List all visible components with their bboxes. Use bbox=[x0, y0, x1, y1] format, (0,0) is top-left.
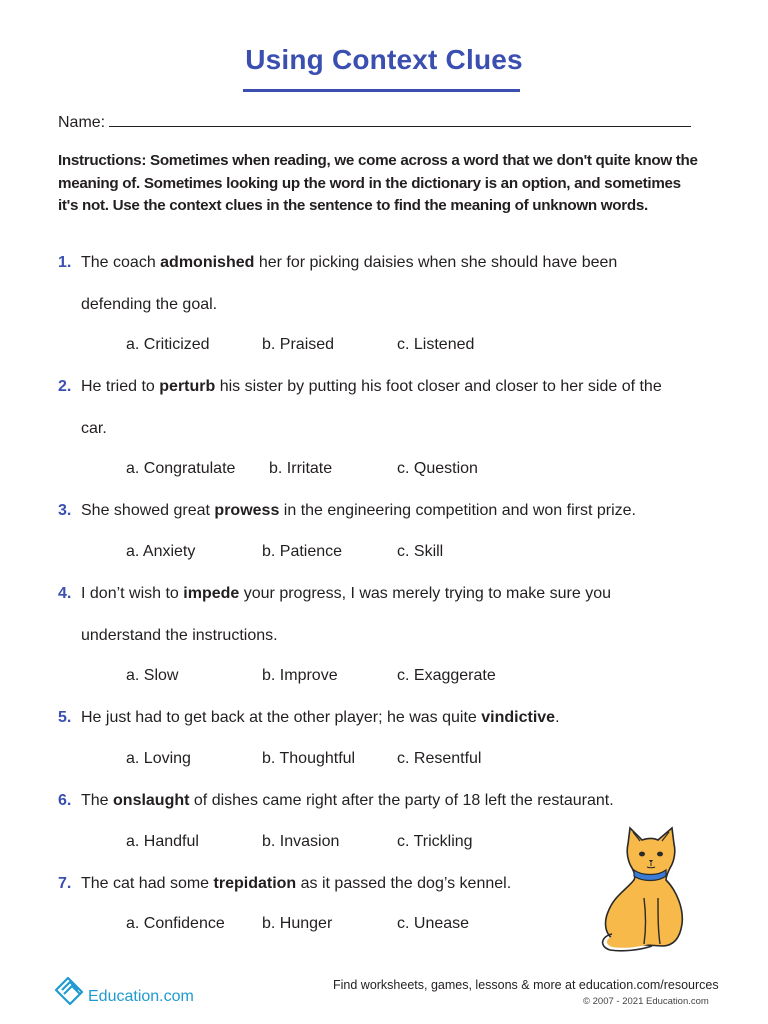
answer-options-6 bbox=[126, 833, 626, 855]
option-b[interactable]: b. Praised bbox=[262, 336, 335, 353]
question-1 bbox=[58, 242, 658, 325]
option-c[interactable]: c. Listened bbox=[397, 336, 475, 353]
option-a[interactable]: a. Criticized bbox=[126, 336, 210, 353]
question-4 bbox=[58, 573, 658, 656]
option-c[interactable]: c. Resentful bbox=[397, 750, 482, 767]
option-c[interactable]: c. Question bbox=[397, 460, 478, 477]
question-3 bbox=[58, 490, 698, 532]
name-label: Name: bbox=[58, 114, 106, 131]
option-b[interactable]: b. Invasion bbox=[262, 833, 340, 850]
question-text: He just had to get back at the other player; he was quite vindictive. bbox=[81, 709, 560, 726]
option-a[interactable]: a. Slow bbox=[126, 667, 179, 684]
option-a[interactable]: a. Confidence bbox=[126, 915, 225, 932]
vocab-word: trepidation bbox=[213, 875, 297, 892]
option-c[interactable]: c. Exaggerate bbox=[397, 667, 496, 684]
option-b[interactable]: b. Patience bbox=[262, 543, 343, 560]
answer-options-5 bbox=[126, 750, 626, 772]
question-text: The coach admonished her for picking daisies when she should have been defending the goal. bbox=[81, 254, 618, 313]
question-text: I don’t wish to impede your progress, I was merely trying to make sure you understand the instructions. bbox=[81, 585, 611, 644]
logo-text[interactable]: Education.com bbox=[88, 988, 194, 1005]
vocab-word: onslaught bbox=[113, 792, 190, 809]
vocab-word: prowess bbox=[214, 502, 280, 519]
option-c[interactable]: c. Unease bbox=[397, 915, 470, 932]
cat-illustration-icon bbox=[600, 826, 692, 952]
question-number: 4. bbox=[58, 585, 72, 602]
copyright: © 2007 - 2021 Education.com bbox=[583, 996, 709, 1007]
page-title: Using Context Clues bbox=[245, 44, 523, 75]
name-field[interactable] bbox=[58, 112, 691, 132]
name-blank-line[interactable] bbox=[109, 112, 691, 127]
option-a[interactable]: a. Handful bbox=[126, 833, 199, 850]
answer-options-1 bbox=[126, 336, 626, 358]
question-2 bbox=[58, 366, 688, 449]
option-b[interactable]: b. Hunger bbox=[262, 915, 333, 932]
answer-options-3 bbox=[126, 543, 626, 565]
question-5 bbox=[58, 697, 698, 739]
question-number: 5. bbox=[58, 709, 72, 726]
option-c[interactable]: c. Skill bbox=[397, 543, 444, 560]
question-number: 7. bbox=[58, 875, 72, 892]
footer-tagline: Find worksheets, games, lessons & more at education.com/resources bbox=[333, 978, 719, 992]
vocab-word: vindictive bbox=[481, 709, 556, 726]
vocab-word: perturb bbox=[159, 378, 216, 395]
option-a[interactable]: a. Anxiety bbox=[126, 543, 196, 560]
option-b[interactable]: b. Thoughtful bbox=[262, 750, 356, 767]
question-number: 1. bbox=[58, 254, 72, 271]
vocab-word: admonished bbox=[160, 254, 255, 271]
question-number: 2. bbox=[58, 378, 72, 395]
answer-options-7 bbox=[126, 915, 626, 937]
vocab-word: impede bbox=[183, 585, 240, 602]
answer-options-2 bbox=[126, 460, 626, 482]
question-number: 3. bbox=[58, 502, 72, 519]
question-text: The cat had some trepidation as it passed the dog’s kennel. bbox=[81, 875, 512, 892]
question-text: He tried to perturb his sister by putting his foot closer and closer to her side of the car. bbox=[81, 378, 662, 437]
question-text: She showed great prowess in the engineering competition and won first prize. bbox=[81, 502, 636, 519]
question-6 bbox=[58, 780, 698, 822]
title-underline bbox=[243, 89, 520, 92]
option-b[interactable]: b. Irritate bbox=[269, 460, 333, 477]
option-a[interactable]: a. Loving bbox=[126, 750, 191, 767]
question-number: 6. bbox=[58, 792, 72, 809]
option-a[interactable]: a. Congratulate bbox=[126, 460, 236, 477]
option-c[interactable]: c. Trickling bbox=[397, 833, 473, 850]
question-text: The onslaught of dishes came right after the party of 18 left the restaurant. bbox=[81, 792, 614, 809]
answer-options-4 bbox=[126, 667, 626, 689]
option-b[interactable]: b. Improve bbox=[262, 667, 338, 684]
instructions: Instructions: Sometimes when reading, we come across a word that we don't quite know the meaning of. Sometimes looking up the word in the dictionary is an option, and sometimes it's not. Use the context clues in the sentence to find the meaning of unknown words. bbox=[58, 152, 698, 214]
